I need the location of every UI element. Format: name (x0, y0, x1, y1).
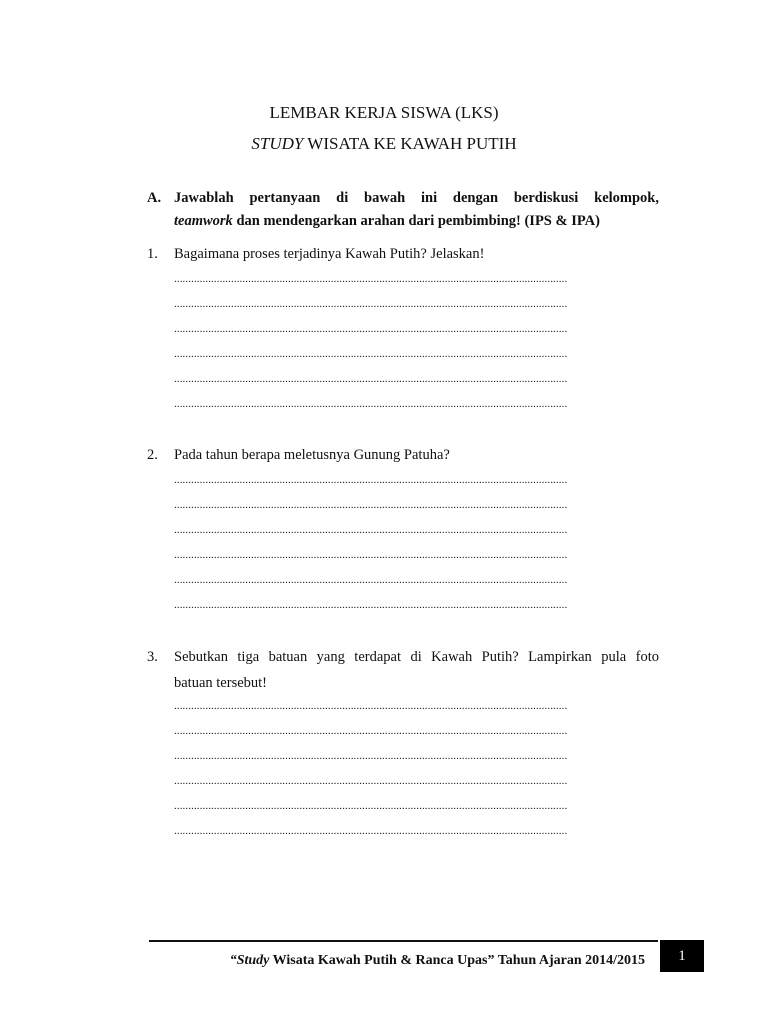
question-text: Bagaimana proses terjadinya Kawah Putih? Jelaskan! (174, 246, 485, 262)
answer-line[interactable]: .......................................................................................................................................... (174, 776, 568, 786)
question-text-line-1: Sebutkan tiga batuan yang terdapat di Kawah Putih? Lampirkan pula foto (174, 649, 659, 665)
question-number: 3. (147, 649, 158, 665)
answer-line[interactable]: .......................................................................................................................................... (174, 550, 568, 560)
answer-line[interactable]: .......................................................................................................................................... (174, 299, 568, 309)
answer-line[interactable]: .......................................................................................................................................... (174, 500, 568, 510)
footer-rest: Wisata Kawah Putih & Ranca Upas” Tahun Ajaran 2014/2015 (269, 953, 645, 968)
answer-line[interactable]: .......................................................................................................................................... (174, 324, 568, 334)
instruction-line-1: Jawablah pertanyaan di bawah ini dengan berdiskusi kelompok, (174, 190, 659, 206)
answer-line[interactable]: .......................................................................................................................................... (174, 374, 568, 384)
answer-line[interactable]: .......................................................................................................................................... (174, 399, 568, 409)
subtitle-italic: STUDY (251, 134, 304, 153)
answer-line[interactable]: .......................................................................................................................................... (174, 575, 568, 585)
instruction-line-2-rest: dan mendengarkan arahan dari pembimbing! (IPS & IPA) (232, 213, 600, 229)
footer-italic: “Study (229, 953, 270, 968)
answer-line[interactable]: .......................................................................................................................................... (174, 726, 568, 736)
answer-line[interactable]: .......................................................................................................................................... (174, 525, 568, 535)
page-subtitle (0, 134, 768, 154)
question-text-line-2: batuan tersebut! (174, 675, 268, 691)
instruction-marker: A. (147, 190, 162, 206)
answer-line[interactable]: .......................................................................................................................................... (174, 475, 568, 485)
instruction-italic: teamwork (174, 213, 233, 229)
answer-line[interactable]: .......................................................................................................................................... (174, 701, 568, 711)
answer-line[interactable]: .......................................................................................................................................... (174, 751, 568, 761)
answer-line[interactable]: .......................................................................................................................................... (174, 349, 568, 359)
answer-line[interactable]: .......................................................................................................................................... (174, 801, 568, 811)
answer-line[interactable]: .......................................................................................................................................... (174, 274, 568, 284)
answer-line[interactable]: .......................................................................................................................................... (174, 600, 568, 610)
footer-caption (149, 953, 645, 969)
instruction-line-2 (174, 210, 659, 233)
page-number: 1 (660, 940, 704, 972)
page-title: LEMBAR KERJA SISWA (LKS) (269, 103, 499, 122)
footer-divider (149, 940, 658, 942)
question-text: Pada tahun berapa meletusnya Gunung Patuha? (174, 447, 450, 463)
question-number: 2. (147, 447, 158, 463)
subtitle-rest: WISATA KE KAWAH PUTIH (303, 134, 517, 153)
answer-line[interactable]: .......................................................................................................................................... (174, 826, 568, 836)
question-number: 1. (147, 246, 158, 262)
